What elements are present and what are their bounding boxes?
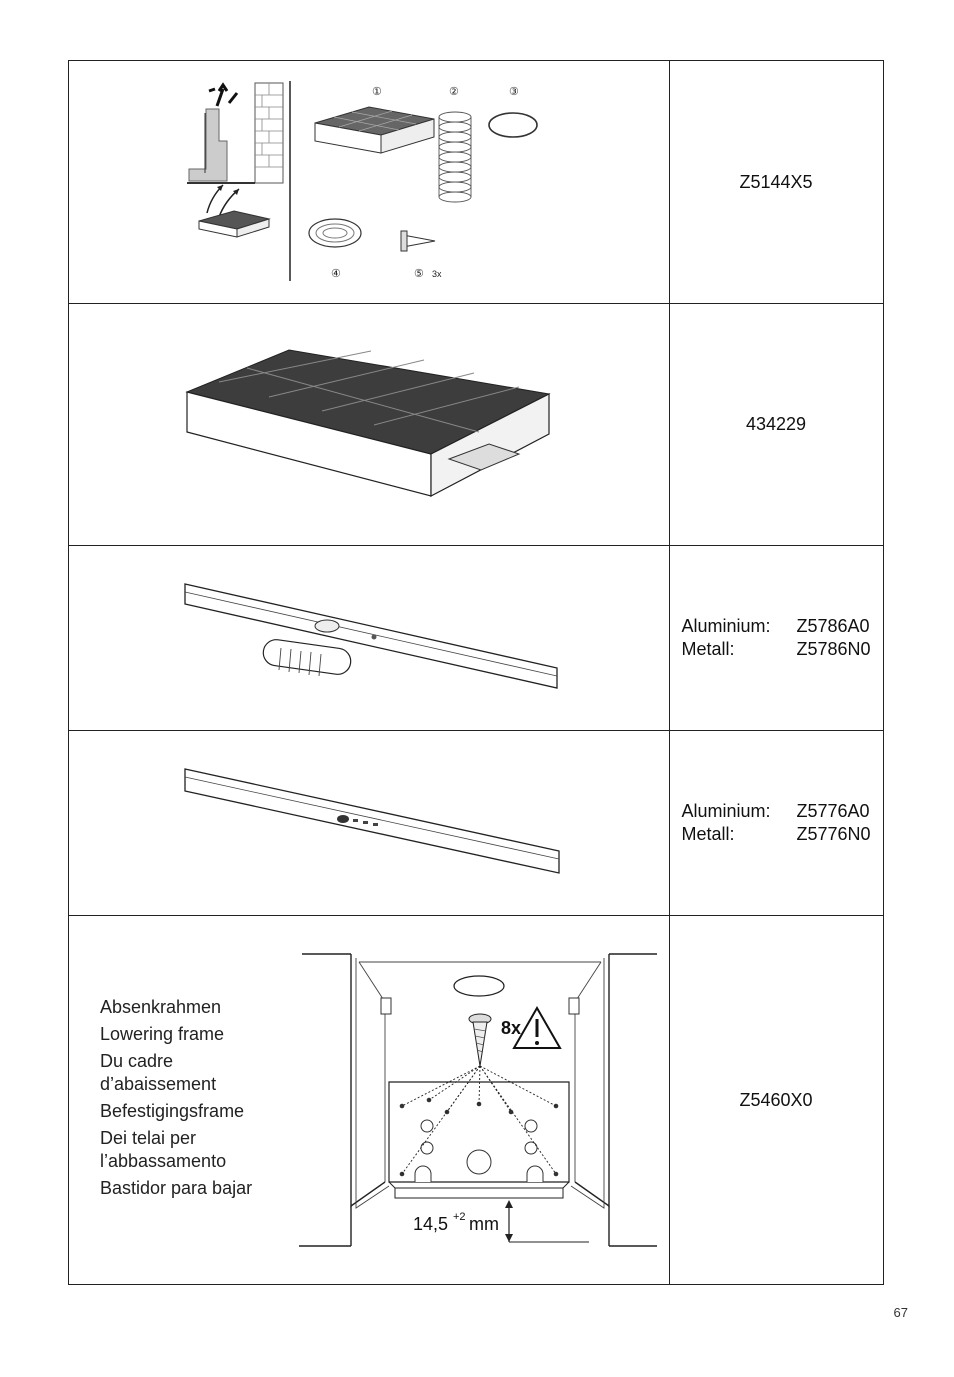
label-es: Bastidor para bajar — [100, 1178, 253, 1198]
table-row — [69, 731, 883, 916]
material-codes — [669, 731, 883, 915]
callout-2: ② — [449, 86, 459, 98]
dimension-unit: mm — [469, 1214, 499, 1234]
label-en: Lowering frame — [100, 1024, 225, 1044]
page-number: 67 — [893, 1305, 908, 1320]
screw-count: 8x — [501, 1018, 522, 1038]
label-de: Absenkrahmen — [100, 997, 222, 1017]
handle-bar-svg — [69, 546, 669, 731]
material-code: Z5776N0 — [796, 824, 871, 844]
screw-quantity: 3x — [432, 269, 442, 279]
lowering-frame-illustration — [69, 916, 670, 1284]
article-code: Z5144X5 — [739, 171, 813, 192]
article-code: 434229 — [745, 414, 807, 434]
label-nl: Befestigingsframe — [100, 1101, 245, 1121]
material-codes — [669, 546, 883, 730]
dimension-value: 14,5 — [413, 1214, 449, 1234]
table-row — [69, 304, 883, 546]
recirculation-kit-illustration — [69, 61, 670, 303]
trim-bar-svg — [69, 731, 669, 916]
material-code: Z5786A0 — [796, 616, 870, 636]
accessories-table — [68, 60, 884, 1285]
dimension-tolerance: +2 — [453, 1211, 466, 1223]
table-row — [69, 916, 883, 1284]
carbon-filter-svg — [69, 304, 669, 546]
trim-bar-illustration — [69, 731, 670, 915]
article-code: Z5460X0 — [739, 1089, 813, 1110]
table-row — [69, 546, 883, 731]
callout-4: ④ — [331, 268, 341, 280]
label-it: Dei telai per l’abbassamento — [100, 1128, 227, 1171]
material-label: Metall: — [681, 824, 735, 844]
material-label: Aluminium: — [681, 801, 771, 821]
callout-1: ① — [372, 86, 382, 98]
material-code: Z5786N0 — [796, 639, 871, 659]
lowering-frame-svg — [69, 916, 669, 1284]
recirculation-kit-svg — [69, 61, 669, 304]
table-row — [69, 61, 883, 304]
material-label: Metall: — [681, 639, 735, 659]
callout-5: ⑤ — [414, 268, 424, 280]
material-label: Aluminium: — [681, 616, 771, 636]
label-fr: Du cadre d’abaissement — [100, 1051, 217, 1094]
material-code: Z5776A0 — [796, 801, 870, 821]
carbon-filter-illustration — [69, 304, 670, 545]
callout-3: ③ — [509, 86, 519, 98]
handle-bar-illustration — [69, 546, 670, 730]
